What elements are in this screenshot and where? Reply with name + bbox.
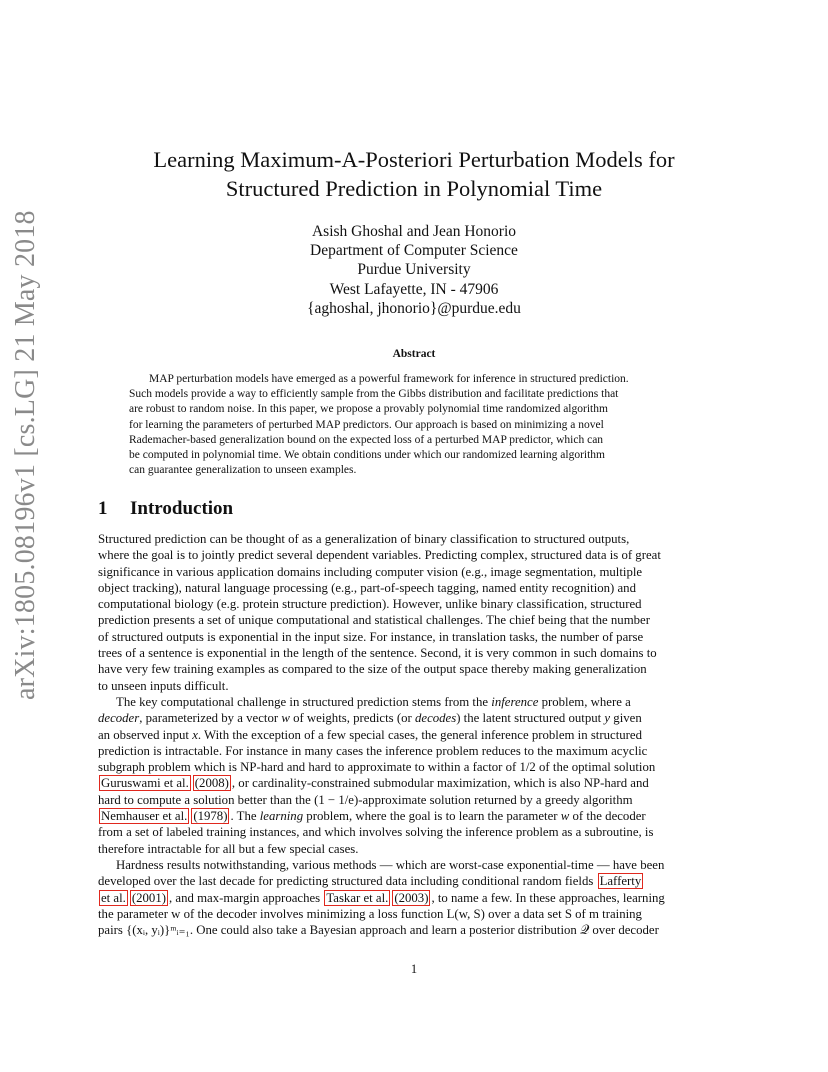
- emphasis: inference: [491, 694, 539, 709]
- math-variable: w: [560, 809, 570, 824]
- text-line: object tracking), natural language processing (e.g., part-of-speech tagging, named entity recognition) and: [98, 580, 636, 595]
- abstract-line: be computed in polynomial time. We obtain conditions under which our randomized learning algorithm: [129, 449, 606, 462]
- text-line: significance in various application domains including computer vision (e.g., image segmentation, multiple: [98, 564, 643, 579]
- text-line: from a set of labeled training instances, and which involves solving the inference problem as a subroutine, is: [98, 825, 654, 840]
- text-line: therefore intractable for all but a few special cases.: [98, 841, 359, 856]
- text-line: to unseen inputs difficult.: [98, 678, 229, 693]
- title-line-2: Structured Prediction in Polynomial Time: [225, 176, 603, 201]
- text-span: , or cardinality-constrained submodular maximization, which is also NP-hard and: [231, 776, 649, 791]
- author-location: West Lafayette, IN - 47906: [329, 280, 499, 298]
- text-span: , parameterized by a vector: [139, 711, 282, 726]
- author-university: Purdue University: [357, 261, 471, 279]
- citation-link[interactable]: Guruswami et al.: [101, 776, 189, 791]
- abstract-body: [129, 372, 699, 478]
- author-block: [100, 222, 728, 318]
- text-span: of weights, predicts (or: [289, 711, 415, 726]
- emphasis: learning: [259, 809, 304, 824]
- text-line: [98, 808, 730, 824]
- title-line-1: Learning Maximum-A-Posteriori Perturbation Models for: [153, 147, 675, 172]
- text-span: an observed input: [98, 727, 193, 742]
- text-line: computational biology (e.g. protein structure prediction). However, unlike binary classification, structured: [98, 597, 642, 612]
- section-number: 1: [98, 498, 108, 519]
- text-span: . With the exception of a few special cases, the general inference problem in structured: [197, 727, 642, 742]
- text-line: [98, 710, 730, 726]
- abstract-line: Rademacher-based generalization bound on the expected loss of a perturbed MAP predictor, which can: [129, 433, 604, 446]
- paper-title: [100, 145, 728, 203]
- citation-link[interactable]: Nemhauser et al.: [101, 809, 188, 824]
- text-line: of structured outputs is exponential in the input size. For instance, in translation tasks, the number of parse: [98, 629, 644, 644]
- arxiv-identifier: arXiv:1805.08196v1 [cs.LG] 21 May 2018: [10, 210, 41, 700]
- abstract-line: can guarantee generalization to unseen examples.: [129, 464, 357, 477]
- text-line: pairs {(xᵢ, yᵢ)}ᵐᵢ₌₁. One could also take a Bayesian approach and learn a posterior distribution 𝒬 over decoder: [98, 923, 659, 938]
- math-variable: x: [192, 727, 198, 742]
- citation-link[interactable]: Taskar et al.: [326, 890, 389, 905]
- math-variable: y: [604, 711, 611, 726]
- abstract-line: for learning the parameters of perturbed MAP predictors. Our approach is based on minimizing a novel: [129, 418, 604, 431]
- text-line: prediction is intractable. For instance in many cases the inference problem reduces to the maximum acyclic: [98, 743, 648, 758]
- text-span: ) the latent structured output: [456, 711, 605, 726]
- emphasis: decoder: [98, 711, 140, 726]
- text-line: where the goal is to jointly predict several dependent variables. Predicting complex, structured data is of great: [98, 548, 661, 563]
- text-line: the parameter w of the decoder involves minimizing a loss function L(w, S) over a data set S of m training: [98, 906, 642, 921]
- citation-link[interactable]: (1978): [193, 809, 228, 824]
- text-line: Hardness results notwithstanding, various methods — which are worst-case exponential-time — have been: [116, 857, 665, 872]
- citation-link[interactable]: (2008): [194, 776, 229, 791]
- abstract-heading: Abstract: [392, 348, 436, 360]
- text-line: [98, 694, 730, 710]
- text-span: . The: [230, 809, 260, 824]
- emphasis: decodes: [414, 711, 457, 726]
- text-span: , to name a few. In these approaches, learning: [431, 890, 665, 905]
- citation-link[interactable]: (2003): [394, 890, 429, 905]
- text-line: subgraph problem which is NP-hard and hard to approximate to within a factor of 1/2 of the optimal solution: [98, 760, 656, 775]
- text-span: The key computational challenge in structured prediction stems from the: [116, 694, 492, 709]
- text-span: problem, where a: [538, 694, 631, 709]
- citation-link[interactable]: Lafferty: [599, 874, 642, 889]
- section-heading: [98, 498, 233, 520]
- citation-link[interactable]: et al.: [101, 890, 126, 905]
- text-span: given: [610, 711, 642, 726]
- text-line: prediction presents a set of unique computational and statistical challenges. The chief being that the number: [98, 613, 650, 628]
- introduction-body: [98, 531, 730, 938]
- abstract-line: MAP perturbation models have emerged as a powerful framework for inference in structured prediction.: [149, 373, 629, 385]
- text-line: [98, 890, 730, 906]
- text-span: of the decoder: [569, 809, 646, 824]
- citation-link[interactable]: (2001): [131, 890, 166, 905]
- abstract-line: Such models provide a way to efficiently sample from the Gibbs distribution and facilitate predictions that: [129, 388, 619, 401]
- text-line: Structured prediction can be thought of as a generalization of binary classification to structured outputs,: [98, 532, 630, 546]
- abstract-line: are robust to random noise. In this paper, we propose a provably polynomial time randomized algorithm: [129, 403, 608, 416]
- section-title: Introduction: [130, 498, 234, 519]
- author-department: Department of Computer Science: [310, 242, 518, 260]
- author-emails: {aghoshal, jhonorio}@purdue.edu: [307, 299, 521, 317]
- text-line: hard to compute a solution better than the (1 − 1/e)-approximate solution returned by a greedy algorithm: [98, 792, 633, 807]
- text-span: problem, where the goal is to learn the parameter: [303, 809, 561, 824]
- author-names: Asish Ghoshal and Jean Honorio: [311, 223, 517, 240]
- text-line: have very few training examples as compared to the size of the output space thereby making generalization: [98, 662, 647, 677]
- text-line: trees of a sentence is exponential in the length of the sentence. Second, it is very common in such domains to: [98, 646, 657, 661]
- text-span: developed over the last decade for predicting structured data including conditional random fields: [98, 874, 597, 889]
- text-span: , and max-margin approaches: [169, 890, 324, 905]
- text-line: [98, 873, 730, 889]
- math-variable: w: [281, 711, 290, 726]
- text-line: [98, 727, 730, 743]
- text-line: [98, 775, 730, 791]
- page-number: 1: [410, 962, 418, 976]
